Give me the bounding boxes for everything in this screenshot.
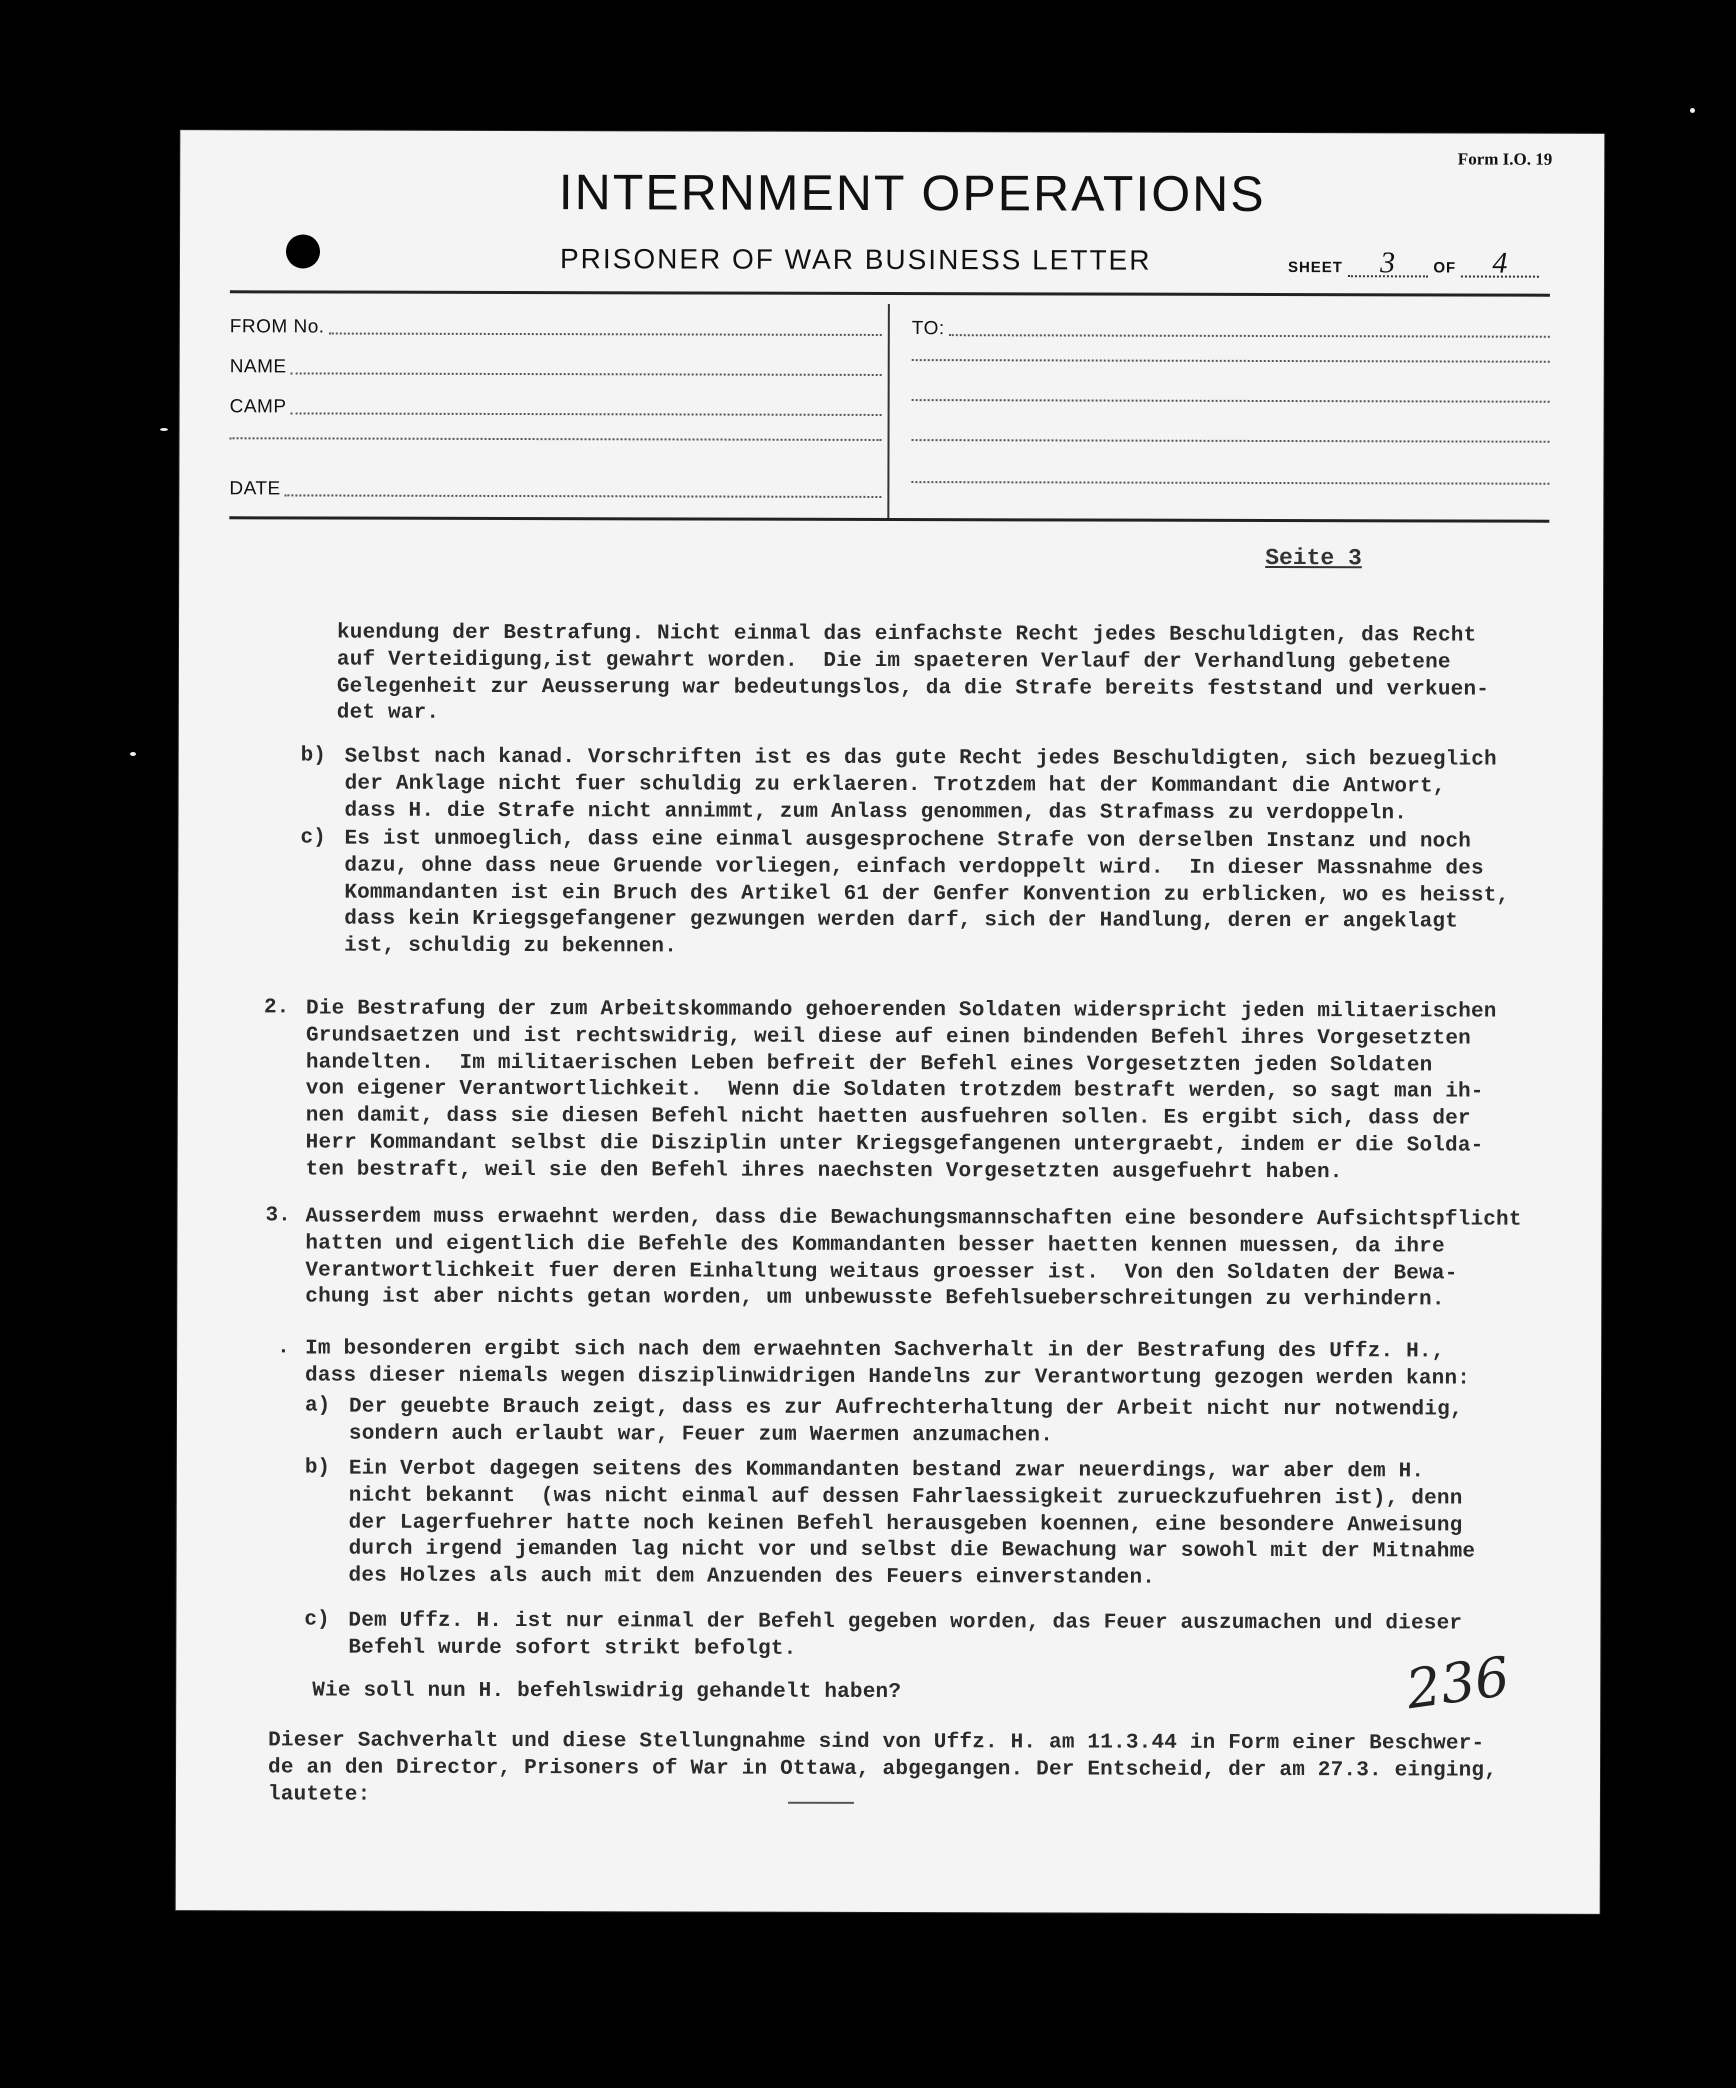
from-line (329, 332, 882, 336)
paragraph-marker: b) (300, 744, 326, 768)
paragraph-1c: Es ist unmoeglich, dass eine einmal ausgesprochene Strafe von derselben Instanz und noch dazu, ohne dass neue Gruende vorliegen, einfach verdoppelt wird. In dieser Massnahme des Kommandanten ist ein Bruch des Artikel 61 der Genfer Konvention zu erblicken, wo es heisst, dass kein Kriegsgefangener gezwungen werden darf, sich der Handlung, deren er angeklagt ist, schuldig zu bekennen. (344, 827, 1510, 959)
paragraph-marker: a) (304, 1394, 331, 1418)
question-line: Wie soll nun H. befehlswidrig gehandelt haben? (312, 1679, 902, 1705)
date-label: DATE (229, 478, 281, 500)
to-line-5 (911, 480, 1549, 489)
date-line (285, 493, 882, 498)
of-label: OF (1433, 259, 1457, 277)
punch-hole (286, 234, 320, 268)
paragraph-2: Die Bestrafung der zum Arbeitskommando gehoerenden Soldaten widerspricht jeden militaerischen Grundsaetzen und ist rechtswidrig, weil diese auf einen bindenden Befehl ihres Vorgesetzten handelten. Im militaerischen Leben befreit der Befehl eines Vorgesetzten jeden Soldaten von eigener Verantwortlichkeit. Wenn die Soldaten trotzdem bestraft werden, so sagt man ih- nen damit, dass sie diesen Befehl nicht haetten ausfuehren sollen. Es ergibt sich, dass der Herr Kommandant selbst die Disziplin unter Kriegsgefangenen untergraebt, indem er die Solda- ten bestraft, weil sie den Befehl ihres naechsten Vorgesetzten ausgefuehrt haben. (305, 997, 1497, 1184)
paragraph-4a: Der geuebte Brauch zeigt, dass es zur Aufrechterhaltung der Arbeit nicht nur notwendig, sondern auch erlaubt war, Feuer zum Waermen anzumachen. (348, 1395, 1463, 1448)
paragraph-marker: 2. (264, 996, 290, 1020)
sheet-total: 4 (1461, 251, 1539, 277)
to-line (949, 333, 1550, 338)
blank-line (911, 480, 1549, 485)
blank-line (230, 436, 882, 441)
paragraph-intro: kuendung der Bestrafung. Nicht einmal das einfachste Recht jedes Beschuldigten, das Recht auf Verteidigung,ist gewahrt worden. Die im spaeteren Verlauf der Verhandlung gebetene Gelegenheit zur Aeusserung war bedeutungslos, da die Strafe bereits feststand und verkuen- det war. (336, 621, 1490, 726)
page-label: Seite 3 (1265, 544, 1362, 572)
camp-field (230, 396, 882, 420)
name-field (230, 356, 882, 380)
to-line-4 (912, 438, 1550, 447)
scan-speck (1690, 108, 1695, 113)
paragraph-marker: . (277, 1336, 290, 1360)
from-label: FROM No. (229, 316, 325, 338)
to-field (912, 318, 1550, 342)
scan-speck (160, 428, 168, 431)
paragraph-marker: b) (304, 1456, 331, 1480)
scan-speck (130, 752, 136, 756)
sheet-counter (1287, 246, 1539, 280)
to-line-3 (912, 398, 1550, 407)
blank-line (912, 398, 1550, 403)
blank-line (912, 438, 1550, 443)
paragraph-3: Ausserdem muss erwaehnt werden, dass die Bewachungsmannschaften eine besondere Aufsichtspflicht hatten und eigentlich die Befehle des Kommandanten besser haetten kennen muessen, da ihre Verantwortlichkeit fuer deren Einhaltung weitaus groesser ist. Von den Soldaten der Bewa- chung ist aber nichts getan worden, um unbewusste Befehlsueberschreitungen zu verhindern. (305, 1205, 1522, 1312)
paragraph-4b: Ein Verbot dagegen seitens des Kommandanten bestand zwar neuerdings, war aber dem H. nicht bekannt (was nicht einmal auf dessen Fahrlaessigkeit zurueckzufuehren ist), denn der Lagerfuehrer hatte noch keinen Befehl herausgeben koennen, eine besondere Anweisung durch irgend jemanden lag nicht vor und selbst die Bewachung war sowohl mit der Mitnahme des Holzes als auch mit dem Anzuenden des Feuers einverstanden. (348, 1457, 1476, 1590)
paragraph-4c: Dem Uffz. H. ist nur einmal der Befehl gegeben worden, das Feuer auszumachen und dieser Befehl wurde sofort strikt befolgt. (348, 1609, 1463, 1661)
name-label: NAME (229, 356, 287, 378)
paragraph-marker: c) (304, 1608, 330, 1632)
to-line-2 (912, 358, 1550, 367)
date-field (229, 478, 881, 502)
blank-line (912, 358, 1550, 363)
form-title: INTERNMENT OPERATIONS (558, 164, 1266, 222)
paragraph-1b: Selbst nach kanad. Vorschriften ist es das gute Recht jedes Beschuldigten, sich bezueglich der Anklage nicht fuer schuldig zu erklaeren. Trotzdem hat der Kommandant die Antwort, dass H. die Strafe nicht annimmt, zum Anlass genommen, das Strafmass zu verdoppeln. (344, 745, 1497, 825)
name-line (291, 371, 882, 376)
camp-label: CAMP (229, 396, 287, 418)
camp-line (290, 411, 881, 416)
paragraph-marker: c) (300, 826, 326, 850)
to-label: TO: (911, 318, 945, 340)
form-number: Form I.O. 19 (1457, 149, 1553, 169)
closing-paragraph: Dieser Sachverhalt und diese Stellungnahme sind von Uffz. H. am 11.3.44 in Form einer Beschwer- de an den Director, Prisoners of War in Ottawa, abgegangen. Der Entscheid, der am 27.3. einging, lautete: (267, 1729, 1498, 1807)
blank-line-left (230, 436, 882, 445)
sheet-label: SHEET (1287, 259, 1344, 277)
sheet-number: 3 (1348, 251, 1428, 277)
column-divider (887, 304, 890, 520)
paragraph-marker: 3. (265, 1204, 291, 1228)
handwritten-page-number: 236 (1402, 1644, 1514, 1722)
paragraph-4: Im besonderen ergibt sich nach dem erwaehnten Sachverhalt in der Bestrafung des Uffz. H., dass dieser niemals wegen disziplinwidrigen Handelns zur Verantwortung gezogen werden kann: (305, 1337, 1471, 1391)
letter-sheet (176, 130, 1605, 1914)
from-field (230, 316, 882, 340)
header-rule (230, 290, 1550, 296)
form-subtitle: PRISONER OF WAR BUSINESS LETTER (559, 243, 1152, 276)
end-rule (788, 1802, 854, 1804)
address-block-rule (229, 516, 1549, 522)
